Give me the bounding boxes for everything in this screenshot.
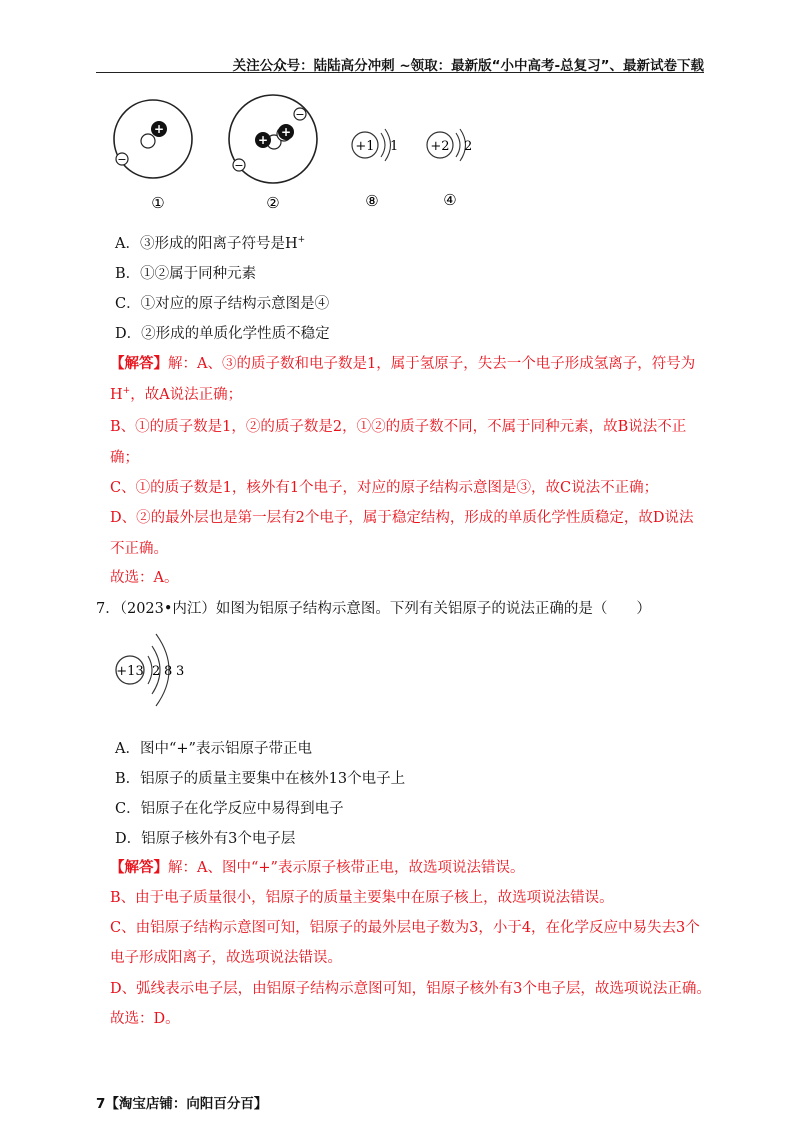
ion-diagram-4 (427, 129, 472, 209)
svg-text:+: + (280, 125, 292, 139)
answer-line: H+，故A说法正确； (110, 386, 243, 403)
svg-text:−: − (234, 159, 244, 172)
answer-line: C、①的质子数是1，核外有1个电子，对应的原子结构示意图是③，故C说法不正确； (110, 480, 659, 496)
option-a: A．③形成的阳离子符号是H+ (115, 235, 306, 252)
option-a: A．图中“+”表示铝原子带正电 (115, 741, 312, 757)
atom-diagram-1 (114, 100, 192, 212)
svg-text:+2: +2 (430, 139, 450, 154)
nucleus-charge: +13 (116, 664, 144, 679)
page-header-text: 关注公众号：陆陆高分冲刺 ~领取：最新版“小中高考-总复习”、最新试卷下载 (232, 58, 704, 74)
shell-count-2: 8 (164, 664, 173, 679)
option-c: C．铝原子在化学反应中易得到电子 (115, 801, 344, 817)
diagram-label-2: ② (266, 194, 280, 212)
option-d: D．②形成的单质化学性质不稳定 (115, 326, 330, 342)
proton-plus-symbol: + (153, 122, 165, 136)
option-b: B．①②属于同种元素 (115, 266, 257, 282)
answer-line: D、弧线表示电子层，由铝原子结构示意图可知，铝原子核外有3个电子层，故选项说法正确。 (110, 981, 711, 997)
ion-diagram-3 (352, 129, 398, 210)
svg-text:+: + (257, 133, 269, 147)
answer-tag: 【解答】 (110, 859, 168, 876)
answer-line: 故选：D。 (110, 1011, 180, 1027)
answer-line: B、由于电子质量很小，铝原子的质量主要集中在原子核上，故选项说法错误。 (110, 890, 614, 906)
shell-count-1: 2 (152, 664, 161, 679)
option-c: C．①对应的原子结构示意图是④ (115, 296, 330, 312)
option-b: B．铝原子的质量主要集中在核外13个电子上 (115, 771, 406, 787)
answer-line: 【解答】解：A、③的质子数和电子数是1，属于氢原子，失去一个电子形成氢离子，符号为 (110, 355, 696, 372)
svg-text:−: − (295, 108, 305, 121)
question-7-stem: 7．（2023•内江）如图为铝原子结构示意图。下列有关铝原子的说法正确的是（ ） (96, 601, 651, 617)
diagram-label-4: ④ (443, 191, 457, 209)
answer-line: D、②的最外层也是第一层有2个电子，属于稳定结构，形成的单质化学性质稳定，故D说法 (110, 510, 694, 526)
svg-text:2: 2 (464, 139, 473, 154)
header-rule (96, 72, 704, 73)
atom-diagram-2 (229, 95, 317, 212)
page-footer: 7【淘宝店铺：向阳百分百】 (96, 1096, 268, 1112)
answer-line: 电子形成阳离子，故选项说法错误。 (110, 950, 342, 966)
answer-line: 不正确。 (110, 541, 168, 557)
aluminum-atom-diagram (108, 618, 218, 718)
diagram-label-1: ① (151, 194, 165, 212)
shell-electron-count: 1 (390, 139, 399, 154)
option-d: D．铝原子核外有3个电子层 (115, 831, 296, 847)
answer-tag: 【解答】 (110, 355, 168, 372)
nucleus-charge: +1 (355, 139, 375, 154)
answer-line: 【解答】解：A、图中“+”表示原子核带正电，故选项说法错误。 (110, 859, 525, 876)
answer-line: 确； (110, 450, 139, 466)
atom-diagrams-figure (100, 92, 500, 217)
electron-minus-symbol: − (117, 153, 127, 166)
shell-count-3: 3 (176, 664, 185, 679)
answer-line: C、由铝原子结构示意图可知，铝原子的最外层电子数为3，小于4，在化学反应中易失去3个 (110, 920, 700, 936)
answer-line: B、①的质子数是1，②的质子数是2，①②的质子数不同，不属于同种元素，故B说法不正 (110, 419, 687, 435)
answer-line: 故选：A。 (110, 570, 179, 586)
diagram-label-3: ⑧ (365, 192, 379, 210)
